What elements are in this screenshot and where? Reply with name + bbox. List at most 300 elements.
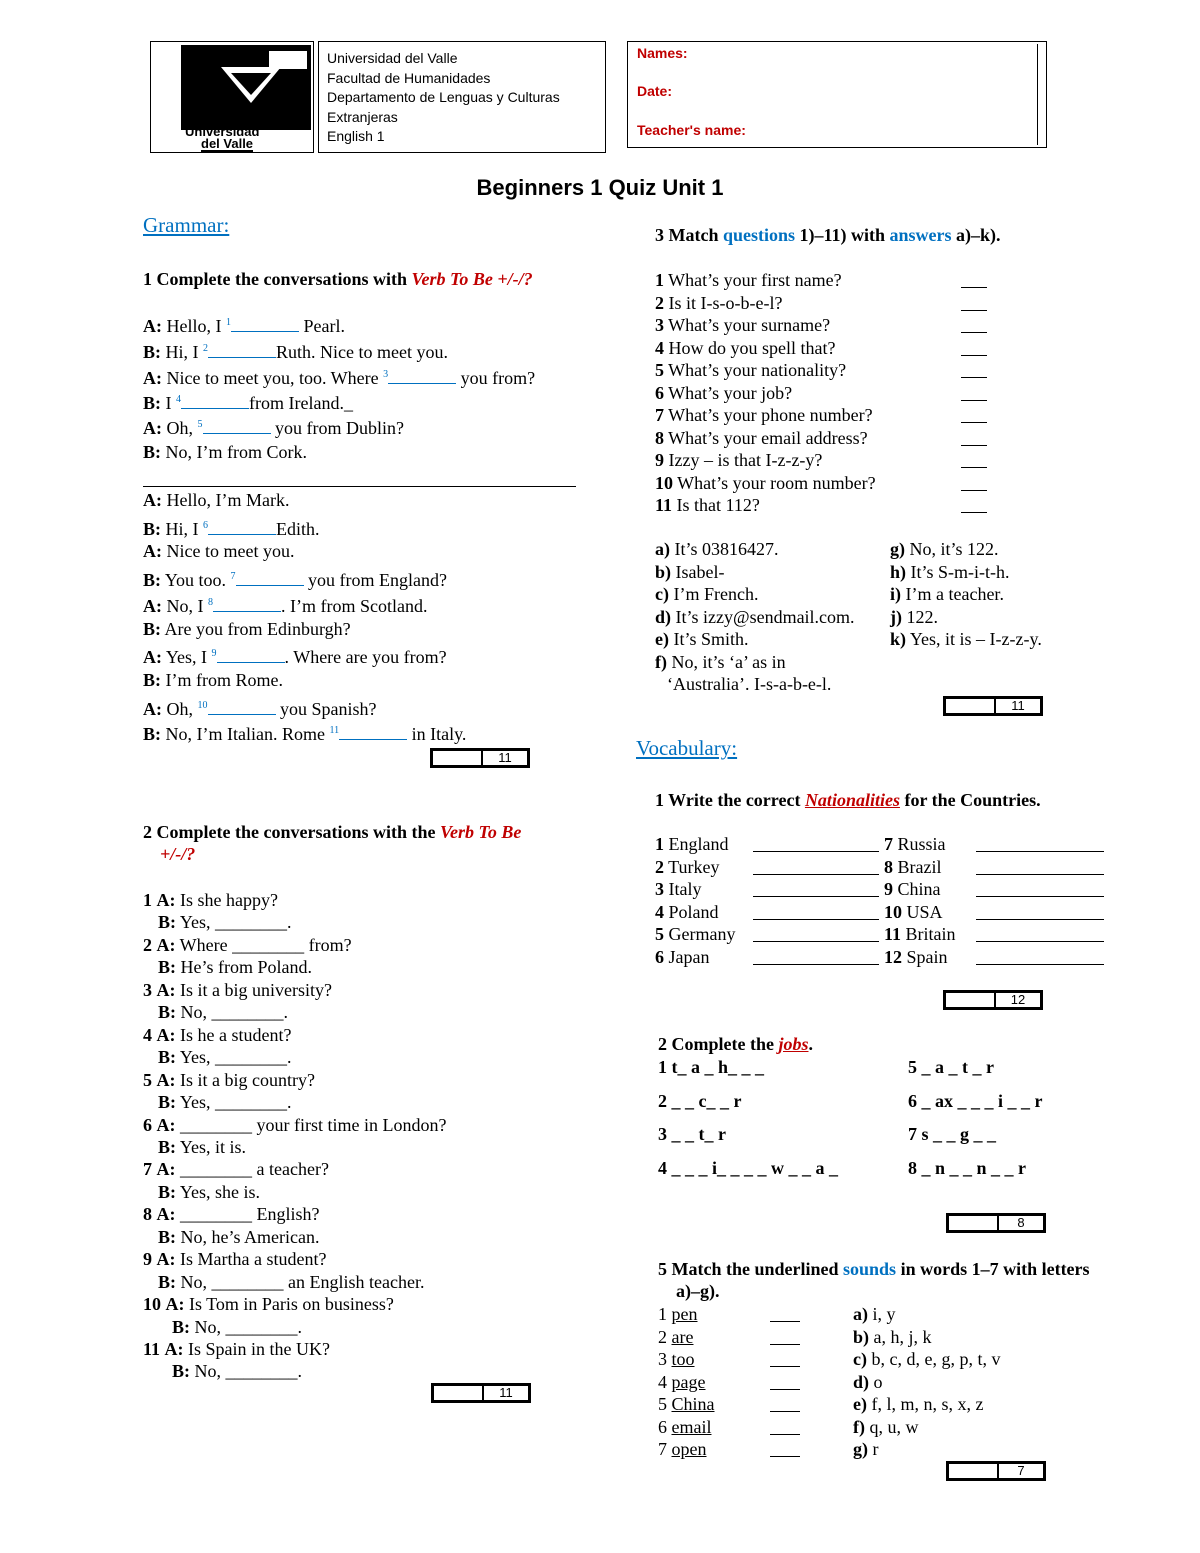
text: 7 (884, 834, 893, 854)
text: A: (156, 979, 176, 1000)
text: Is he a student? (175, 1024, 292, 1045)
text: k) (890, 629, 907, 649)
text: A: (164, 1339, 184, 1359)
nationality-blank[interactable] (976, 903, 1104, 920)
job-puzzle[interactable]: 4 _ _ _ i_ _ _ _ w _ _ a _ (658, 1157, 838, 1178)
text: A: (156, 1249, 176, 1270)
text: B: (158, 1181, 176, 1202)
conversation-line (158, 1271, 424, 1293)
nationality-blank[interactable] (753, 835, 879, 852)
conversation-line (143, 441, 307, 463)
text: 1 (143, 890, 152, 910)
answer-blank[interactable] (961, 496, 987, 513)
text: Nice to meet you, too. Where (162, 368, 384, 388)
sound-word (658, 1371, 705, 1393)
match-answer (655, 583, 758, 605)
match-answer (890, 606, 938, 628)
conversation-line (143, 934, 352, 956)
match-instructions: 3 Match questions 1)–11) with answers a)–k). (655, 225, 1001, 245)
text: Is that 112? (672, 495, 760, 515)
text: in Italy. (407, 724, 467, 744)
text: 11 (884, 924, 902, 944)
text: r (868, 1439, 879, 1459)
conversation-line (158, 1136, 246, 1158)
vocab-ex1-score-box: 12 (943, 990, 1043, 1010)
ex1-instructions: 1 Complete the conversations with Verb To Be +/-/? (143, 269, 533, 289)
match-question (655, 427, 868, 449)
text: Is Martha a student? (175, 1249, 327, 1270)
text: A: (143, 541, 162, 561)
text: 7 (655, 405, 664, 425)
conversation-line (143, 1114, 446, 1136)
text: f) (853, 1416, 865, 1437)
text: 122. (902, 606, 938, 627)
ex2-score-box: 11 (431, 1383, 531, 1403)
text: A: (143, 368, 162, 388)
text: 4 (655, 337, 664, 358)
text: A: (156, 934, 176, 955)
answer-blank[interactable] (208, 341, 276, 358)
conversation-line (143, 515, 320, 540)
match-score-box: 11 (943, 696, 1043, 716)
job-puzzle[interactable]: 6 _ ax _ _ _ i _ _ r (908, 1090, 1043, 1111)
grammar-heading: Grammar: (143, 213, 230, 237)
date-field[interactable]: Date: (637, 83, 673, 99)
text: e) (853, 1394, 867, 1414)
match-answer (655, 606, 855, 628)
nationality-blank[interactable] (976, 925, 1104, 942)
match-question (655, 269, 842, 291)
match-answer (890, 538, 999, 560)
answer-blank[interactable] (961, 474, 987, 491)
answer-blank[interactable] (770, 1373, 800, 1390)
answer-blank[interactable] (236, 569, 304, 586)
institution-line: Universidad del Valle (327, 50, 458, 66)
text: Hi, I (161, 519, 203, 539)
text: Pearl. (298, 316, 345, 336)
text: 9 (143, 1249, 152, 1270)
job-puzzle[interactable]: 7 s _ _ g _ _ (908, 1124, 997, 1144)
ex1-score-box: 11 (430, 748, 530, 768)
text: o (869, 1371, 883, 1392)
text: What’s your nationality? (664, 360, 847, 380)
text: B: (143, 670, 161, 690)
text: Yes, ________. (176, 1047, 292, 1068)
text: 7 (143, 1159, 152, 1180)
country-item (884, 856, 941, 878)
blank-number: 1 (225, 317, 231, 328)
text: England (664, 834, 729, 854)
text: 4 (143, 1024, 152, 1045)
text: B: (158, 1047, 176, 1068)
conversation-line (143, 1293, 394, 1315)
country-item (884, 901, 943, 923)
text: d) (655, 606, 672, 627)
text: a, h, j, k (869, 1326, 932, 1347)
text: A: (156, 1024, 176, 1045)
answer-blank[interactable] (961, 316, 987, 333)
nationality-blank[interactable] (753, 948, 879, 965)
text: Britain (901, 924, 956, 944)
text: A: (143, 316, 162, 336)
text: Brazil (893, 856, 942, 877)
text: 1 (655, 834, 664, 854)
text: 11 (143, 1339, 161, 1359)
country-item (884, 946, 948, 968)
text: Where ________ from? (175, 934, 352, 955)
sound-word (658, 1438, 707, 1460)
text: Yes, I (162, 647, 212, 667)
text: 6 (143, 1114, 152, 1135)
sound-letters (853, 1393, 983, 1415)
country-item (655, 901, 719, 923)
nationality-blank[interactable] (976, 835, 1104, 852)
text: China (893, 879, 941, 899)
text: 10 (143, 1294, 161, 1315)
blank-number: 4 (176, 394, 181, 405)
text: 2 (143, 934, 152, 955)
text: A: (143, 647, 162, 667)
logo-text-2: del Valle (201, 136, 254, 151)
text: No, he’s American. (176, 1226, 320, 1247)
text: c) (655, 584, 669, 604)
text: A: (156, 1069, 176, 1090)
answer-blank[interactable] (217, 646, 285, 663)
text: Italy (664, 879, 702, 899)
text: Turkey (664, 856, 720, 877)
nationality-blank[interactable] (976, 858, 1104, 875)
text: B: (158, 1136, 176, 1157)
text: i, y (868, 1304, 896, 1324)
conversation-line (158, 1001, 288, 1023)
blank-number: 6 (203, 520, 208, 531)
job-puzzle[interactable]: 8 _ n _ _ n _ _ r (908, 1157, 1027, 1178)
answer-blank[interactable] (203, 417, 271, 434)
text: Japan (664, 946, 710, 967)
conversation-line (143, 1158, 329, 1180)
conversation-line (143, 312, 345, 337)
text: I (161, 393, 176, 413)
text: A: (143, 699, 162, 719)
text: 2 (658, 1326, 667, 1347)
text: A: (165, 1294, 185, 1315)
text: Is Tom in Paris on business? (184, 1294, 394, 1315)
nationality-blank[interactable] (976, 948, 1104, 965)
text: A: (143, 418, 162, 438)
text: 3 (655, 315, 664, 335)
institution-line: English 1 (327, 128, 385, 144)
text: Is she happy? (175, 890, 278, 910)
text: 8 (143, 1204, 152, 1225)
match-question (655, 292, 782, 314)
conversation-line (158, 1181, 260, 1203)
text: d) (853, 1371, 870, 1392)
match-answer (655, 538, 779, 560)
country-item (655, 878, 702, 900)
text: Yes, ________. (176, 1092, 292, 1113)
conversation-line (143, 695, 377, 720)
text: Yes, it is. (176, 1136, 247, 1157)
text: What’s your job? (664, 382, 793, 403)
match-question (655, 359, 846, 381)
answer-blank[interactable] (770, 1418, 800, 1435)
job-puzzle[interactable]: 5 _ a _ t _ r (908, 1057, 994, 1077)
conversation-line (143, 720, 466, 745)
blank-number: 11 (329, 725, 340, 736)
country-item (655, 833, 729, 855)
nationality-blank[interactable] (753, 903, 879, 920)
text: Poland (664, 901, 719, 922)
job-puzzle[interactable]: 1 t_ a _ h_ _ _ (658, 1057, 765, 1077)
blank-number: 10 (197, 700, 208, 711)
vocabulary-heading: Vocabulary: (636, 736, 738, 760)
answer-blank[interactable] (208, 698, 276, 715)
text: What’s your phone number? (664, 405, 873, 425)
ex2-instructions: 2 Complete the conversations with the Verb To Be (143, 822, 522, 842)
names-field[interactable]: Names: (637, 45, 688, 61)
blank-number: 2 (203, 343, 208, 354)
sounds-instructions: 5 Match the underlined sounds in words 1–7 with letters (658, 1259, 1090, 1279)
match-answer (667, 673, 831, 695)
text: . I’m from Scotland. (281, 596, 428, 616)
text: from Ireland._ (249, 393, 353, 413)
text: ________ your first time in London? (175, 1114, 447, 1135)
conversation-line (158, 911, 292, 933)
match-answer (890, 583, 1004, 605)
text: A: (156, 890, 176, 910)
institution-line: Facultad de Humanidades (327, 69, 491, 86)
text: 5 (655, 360, 664, 380)
text: 12 (884, 946, 902, 967)
text: B: (143, 570, 161, 590)
job-puzzle[interactable]: 2 _ _ c_ _ r (658, 1090, 742, 1111)
text: 2 (655, 856, 664, 877)
text: A: (156, 1159, 176, 1180)
nationality-blank[interactable] (753, 858, 879, 875)
institution-line: Departamento de Lenguas y Culturas (327, 89, 560, 105)
text: Is it a big university? (175, 979, 332, 1000)
text: What’s your email address? (664, 427, 868, 448)
answer-blank[interactable] (961, 451, 987, 468)
text: Is it a big country? (175, 1069, 315, 1090)
country-item (884, 923, 956, 945)
sounds-score-box: 7 (946, 1461, 1046, 1481)
text: I’m from Rome. (161, 670, 283, 690)
text: A: (156, 1204, 176, 1225)
text: Are you from Edinburgh? (161, 619, 351, 639)
answer-blank[interactable] (339, 723, 407, 740)
match-question (655, 494, 760, 516)
answer-blank[interactable] (770, 1328, 800, 1345)
text: USA (902, 901, 943, 922)
text: 4 (655, 901, 664, 922)
answer-blank[interactable] (231, 315, 299, 332)
conversation-line (143, 1338, 330, 1360)
answer-blank[interactable] (961, 429, 987, 446)
match-answer (655, 651, 786, 673)
text: ________ English? (175, 1204, 320, 1225)
answer-blank[interactable] (770, 1395, 800, 1412)
conversation-line (158, 1091, 292, 1113)
text: Oh, (162, 699, 198, 719)
nationality-blank[interactable] (753, 925, 879, 942)
text: 6 (655, 382, 664, 403)
text: Hello, I’m Mark. (162, 490, 290, 510)
text: you Spanish? (275, 699, 377, 719)
nationality-blank[interactable] (976, 880, 1104, 897)
text: A: (143, 490, 162, 510)
answer-blank[interactable] (961, 271, 987, 288)
text: No, ________ an English teacher. (176, 1271, 425, 1292)
conversation-line (143, 566, 447, 591)
sound-letters (853, 1416, 919, 1438)
conversation-line (143, 979, 332, 1001)
text: 5 (143, 1069, 152, 1090)
answer-blank[interactable] (770, 1305, 800, 1322)
text: B: (158, 912, 176, 933)
sound-letters (853, 1371, 883, 1393)
ex1-divider (143, 486, 576, 487)
conversation-line (143, 1248, 326, 1270)
conversation-line (172, 1360, 302, 1382)
text: you from Dublin? (270, 418, 404, 438)
logo-text-1: Universidad (185, 124, 260, 139)
answer-blank[interactable] (961, 384, 987, 401)
answer-blank[interactable] (961, 361, 987, 378)
answer-blank[interactable] (181, 392, 249, 409)
text: No, ________. (190, 1361, 302, 1382)
text: It’s 03816427. (670, 539, 779, 559)
text: ________ a teacher? (175, 1159, 329, 1180)
conversation-line (158, 956, 312, 978)
answer-blank[interactable] (213, 595, 281, 612)
text: B: (143, 519, 161, 539)
text: No, I (162, 596, 208, 616)
text: It’s S-m-i-t-h. (906, 561, 1010, 582)
text: Russia (893, 834, 946, 854)
text: g) (890, 539, 905, 559)
answer-blank[interactable] (770, 1440, 800, 1457)
text: f) (655, 651, 667, 672)
answer-blank[interactable] (388, 367, 456, 384)
text: Isabel- (671, 561, 725, 582)
text: 8 (655, 427, 664, 448)
text: B: (158, 1002, 176, 1023)
text: 5 (658, 1394, 667, 1414)
text: No, ________. (176, 1002, 288, 1023)
answer-blank[interactable] (961, 406, 987, 423)
sound-letters (853, 1303, 896, 1325)
text: q, u, w (865, 1416, 919, 1437)
blank-number: 3 (383, 369, 389, 380)
text: B: (143, 342, 161, 362)
text: c) (853, 1349, 867, 1369)
text: 9 (884, 879, 893, 899)
text: No, ________. (190, 1316, 302, 1337)
conversation-line (143, 338, 448, 363)
text: 7 (658, 1439, 667, 1459)
text: g) (853, 1439, 868, 1459)
match-question (655, 472, 876, 494)
text: No, I’m from Cork. (161, 442, 307, 462)
text: Hi, I (161, 342, 203, 362)
text: You too. (161, 570, 231, 590)
sound-word (658, 1393, 715, 1415)
conversation-line (143, 1024, 291, 1046)
text: Ruth. Nice to meet you. (276, 342, 448, 362)
text: Is Spain in the UK? (183, 1339, 330, 1359)
text: e) (655, 629, 669, 649)
text: Edith. (276, 519, 320, 539)
jobs-instructions: 2 Complete the jobs. (658, 1034, 813, 1054)
header-logo-box (150, 41, 314, 153)
sound-word (658, 1416, 711, 1438)
teacher-name-field[interactable]: Teacher's name: (637, 122, 746, 138)
text: 10 (655, 472, 673, 493)
university-logo-icon (181, 45, 311, 130)
text: 9 (655, 450, 664, 470)
text: B: (172, 1361, 190, 1382)
match-answer (655, 561, 725, 583)
text: Hello, I (162, 316, 226, 336)
conversation-line (143, 669, 283, 691)
blank-number: 5 (197, 419, 203, 430)
answer-blank[interactable] (208, 518, 276, 535)
institution-box (318, 41, 606, 153)
jobs-score-box: 8 (946, 1213, 1046, 1233)
text: 2 (655, 292, 664, 313)
text: B: (143, 393, 161, 413)
country-item (655, 923, 735, 945)
text: B: (172, 1316, 190, 1337)
text: 4 (658, 1371, 667, 1392)
conversation-line (158, 1046, 292, 1068)
text: 1 (658, 1304, 667, 1324)
text: 3 (655, 879, 664, 899)
text: No, I’m Italian. Rome (161, 724, 330, 744)
student-info-box (627, 41, 1047, 148)
answer-blank[interactable] (770, 1350, 800, 1367)
text: open (671, 1439, 707, 1459)
text: you from England? (303, 570, 447, 590)
vocab-ex1-instructions: 1 Write the correct Nationalities for the Countries. (655, 790, 1041, 810)
text: b) (655, 561, 672, 582)
text: pen (671, 1304, 698, 1324)
match-question (655, 404, 873, 426)
text: Germany (664, 924, 736, 944)
sounds-instructions-cont: a)–g). (676, 1281, 720, 1301)
text: Spain (902, 946, 948, 967)
conversation-line (143, 643, 447, 668)
text: China (671, 1394, 715, 1414)
blank-number: 8 (208, 597, 213, 608)
answer-blank[interactable] (961, 339, 987, 356)
sound-word (658, 1303, 698, 1325)
text: Yes, it is – I-z-z-y. (906, 629, 1042, 649)
text: B: (158, 1092, 176, 1113)
conversation-line (143, 1069, 315, 1091)
page-title: Beginners 1 Quiz Unit 1 (476, 175, 724, 200)
text: What’s your first name? (664, 270, 842, 290)
text: What’s your surname? (664, 315, 831, 335)
answer-blank[interactable] (961, 294, 987, 311)
text: No, it’s ‘a’ as in (667, 651, 786, 672)
job-puzzle[interactable]: 3 _ _ t_ r (658, 1124, 726, 1144)
nationality-blank[interactable] (753, 880, 879, 897)
blank-number: 9 (211, 648, 217, 659)
conversation-line (158, 1226, 319, 1248)
ex2-instructions-cont: +/-/? (160, 844, 196, 864)
